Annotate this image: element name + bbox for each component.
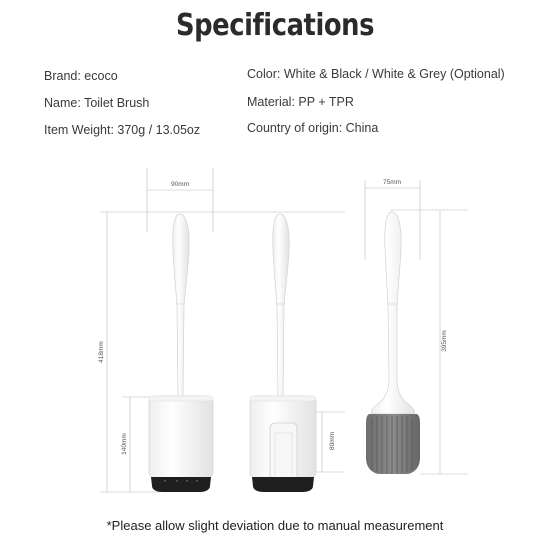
footnote: *Please allow slight deviation due to manual measurement bbox=[106, 518, 444, 533]
dim-height-total: 418mm bbox=[98, 341, 105, 363]
toilet-brush-front-view bbox=[149, 214, 213, 492]
dim-width-brush: 75mm bbox=[382, 179, 402, 186]
dim-width-main: 90mm bbox=[170, 181, 190, 188]
dim-height-brush: 395mm bbox=[441, 330, 448, 352]
toilet-brush-back-view bbox=[250, 214, 316, 492]
spec-color: Color: White & Black / White & Grey (Optional) bbox=[247, 67, 505, 81]
spec-name: Name: Toilet Brush bbox=[44, 96, 150, 110]
page-title: Specifications bbox=[175, 8, 375, 43]
spec-weight: Item Weight: 370g / 13.05oz bbox=[44, 123, 201, 137]
spec-brand: Brand: ecoco bbox=[44, 69, 118, 83]
toilet-brush-standalone bbox=[366, 212, 420, 474]
dim-height-slot: 80mm bbox=[329, 431, 336, 451]
dim-height-base: 140mm bbox=[121, 433, 128, 455]
spec-origin: Country of origin: China bbox=[247, 121, 379, 135]
spec-material: Material: PP + TPR bbox=[247, 95, 354, 109]
